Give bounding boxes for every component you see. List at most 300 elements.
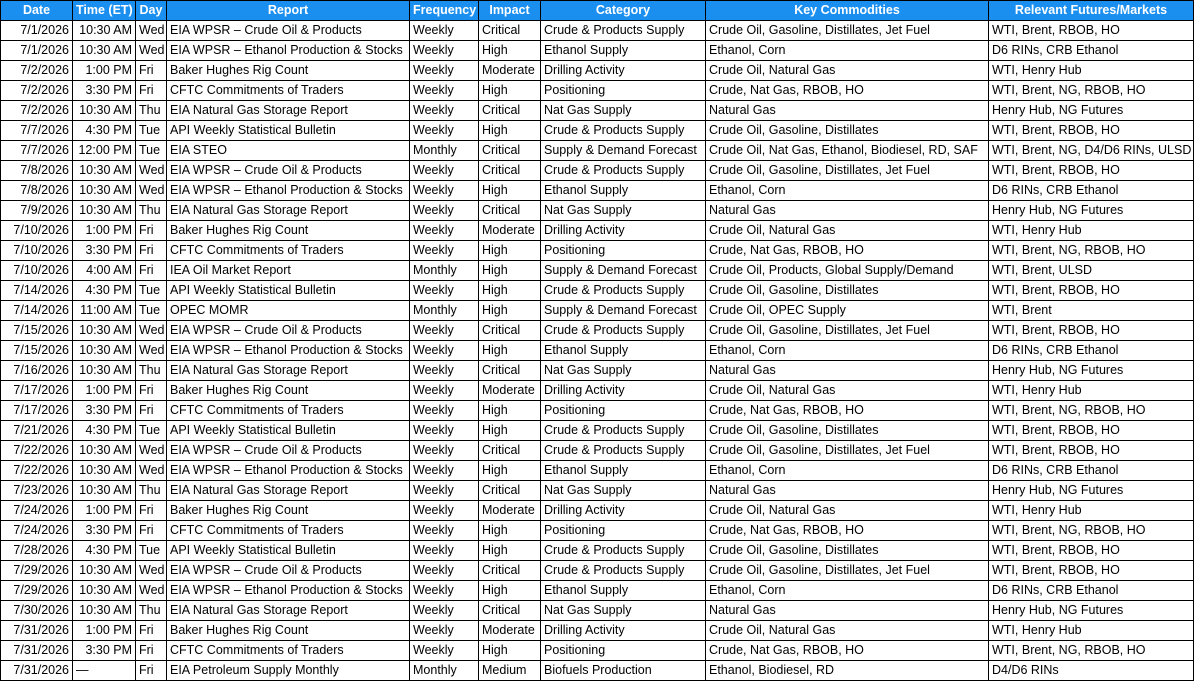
impact-cell[interactable]: High — [479, 121, 541, 141]
frequency-cell[interactable]: Weekly — [410, 441, 479, 461]
futures-cell[interactable]: WTI, Henry Hub — [989, 221, 1194, 241]
day-cell[interactable]: Wed — [136, 41, 167, 61]
commodities-cell[interactable]: Crude Oil, Gasoline, Distillates — [706, 121, 989, 141]
futures-cell[interactable]: Henry Hub, NG Futures — [989, 481, 1194, 501]
impact-cell[interactable]: Critical — [479, 101, 541, 121]
impact-cell[interactable]: Moderate — [479, 621, 541, 641]
category-cell[interactable]: Crude & Products Supply — [541, 541, 706, 561]
commodities-cell[interactable]: Crude Oil, Gasoline, Distillates, Jet Fuel — [706, 441, 989, 461]
time-cell[interactable]: 10:30 AM — [73, 561, 136, 581]
time-cell[interactable]: 10:30 AM — [73, 181, 136, 201]
commodities-cell[interactable]: Crude, Nat Gas, RBOB, HO — [706, 521, 989, 541]
time-cell[interactable]: 1:00 PM — [73, 501, 136, 521]
time-cell[interactable]: 3:30 PM — [73, 641, 136, 661]
report-cell[interactable]: EIA WPSR – Ethanol Production & Stocks — [167, 41, 410, 61]
time-cell[interactable]: 10:30 AM — [73, 21, 136, 41]
date-cell[interactable]: 7/14/2026 — [1, 301, 73, 321]
time-cell[interactable]: 10:30 AM — [73, 461, 136, 481]
commodities-cell[interactable]: Crude Oil, Gasoline, Distillates, Jet Fuel — [706, 321, 989, 341]
date-cell[interactable]: 7/15/2026 — [1, 321, 73, 341]
commodities-cell[interactable]: Natural Gas — [706, 481, 989, 501]
date-cell[interactable]: 7/24/2026 — [1, 501, 73, 521]
time-cell[interactable]: — — [73, 661, 136, 681]
day-cell[interactable]: Wed — [136, 161, 167, 181]
commodities-cell[interactable]: Crude Oil, Gasoline, Distillates, Jet Fuel — [706, 561, 989, 581]
category-cell[interactable]: Ethanol Supply — [541, 461, 706, 481]
day-cell[interactable]: Fri — [136, 261, 167, 281]
time-cell[interactable]: 1:00 PM — [73, 61, 136, 81]
category-cell[interactable]: Supply & Demand Forecast — [541, 141, 706, 161]
day-cell[interactable]: Wed — [136, 341, 167, 361]
frequency-cell[interactable]: Weekly — [410, 481, 479, 501]
report-cell[interactable]: EIA STEO — [167, 141, 410, 161]
futures-cell[interactable]: Henry Hub, NG Futures — [989, 101, 1194, 121]
date-cell[interactable]: 7/17/2026 — [1, 381, 73, 401]
commodities-cell[interactable]: Crude Oil, Natural Gas — [706, 621, 989, 641]
category-cell[interactable]: Crude & Products Supply — [541, 21, 706, 41]
frequency-cell[interactable]: Weekly — [410, 381, 479, 401]
time-cell[interactable]: 10:30 AM — [73, 101, 136, 121]
category-cell[interactable]: Supply & Demand Forecast — [541, 261, 706, 281]
impact-cell[interactable]: High — [479, 341, 541, 361]
time-cell[interactable]: 3:30 PM — [73, 81, 136, 101]
category-cell[interactable]: Ethanol Supply — [541, 41, 706, 61]
report-cell[interactable]: API Weekly Statistical Bulletin — [167, 541, 410, 561]
day-cell[interactable]: Thu — [136, 361, 167, 381]
commodities-cell[interactable]: Ethanol, Corn — [706, 581, 989, 601]
frequency-cell[interactable]: Weekly — [410, 641, 479, 661]
commodities-cell[interactable]: Natural Gas — [706, 201, 989, 221]
impact-cell[interactable]: High — [479, 581, 541, 601]
day-cell[interactable]: Tue — [136, 541, 167, 561]
date-cell[interactable]: 7/10/2026 — [1, 221, 73, 241]
report-cell[interactable]: Baker Hughes Rig Count — [167, 221, 410, 241]
time-cell[interactable]: 10:30 AM — [73, 41, 136, 61]
time-cell[interactable]: 10:30 AM — [73, 601, 136, 621]
futures-cell[interactable]: WTI, Brent, RBOB, HO — [989, 541, 1194, 561]
day-cell[interactable]: Fri — [136, 661, 167, 681]
impact-cell[interactable]: High — [479, 421, 541, 441]
category-cell[interactable]: Positioning — [541, 641, 706, 661]
frequency-cell[interactable]: Weekly — [410, 501, 479, 521]
category-cell[interactable]: Drilling Activity — [541, 221, 706, 241]
impact-cell[interactable]: Critical — [479, 601, 541, 621]
category-cell[interactable]: Positioning — [541, 401, 706, 421]
futures-cell[interactable]: WTI, Brent, RBOB, HO — [989, 441, 1194, 461]
futures-cell[interactable]: WTI, Brent, NG, RBOB, HO — [989, 401, 1194, 421]
frequency-cell[interactable]: Weekly — [410, 81, 479, 101]
commodities-cell[interactable]: Crude Oil, Natural Gas — [706, 381, 989, 401]
column-header-relevant-futures[interactable]: Relevant Futures/Markets — [989, 1, 1194, 21]
frequency-cell[interactable]: Monthly — [410, 301, 479, 321]
report-cell[interactable]: Baker Hughes Rig Count — [167, 621, 410, 641]
impact-cell[interactable]: Moderate — [479, 61, 541, 81]
day-cell[interactable]: Fri — [136, 381, 167, 401]
time-cell[interactable]: 10:30 AM — [73, 481, 136, 501]
category-cell[interactable]: Positioning — [541, 521, 706, 541]
date-cell[interactable]: 7/17/2026 — [1, 401, 73, 421]
futures-cell[interactable]: D6 RINs, CRB Ethanol — [989, 181, 1194, 201]
column-header-key-commodities[interactable]: Key Commodities — [706, 1, 989, 21]
commodities-cell[interactable]: Crude, Nat Gas, RBOB, HO — [706, 241, 989, 261]
frequency-cell[interactable]: Weekly — [410, 621, 479, 641]
category-cell[interactable]: Crude & Products Supply — [541, 441, 706, 461]
report-cell[interactable]: EIA WPSR – Ethanol Production & Stocks — [167, 181, 410, 201]
day-cell[interactable]: Fri — [136, 521, 167, 541]
date-cell[interactable]: 7/15/2026 — [1, 341, 73, 361]
futures-cell[interactable]: WTI, Brent, RBOB, HO — [989, 21, 1194, 41]
report-cell[interactable]: EIA Natural Gas Storage Report — [167, 601, 410, 621]
commodities-cell[interactable]: Natural Gas — [706, 601, 989, 621]
report-cell[interactable]: EIA WPSR – Crude Oil & Products — [167, 561, 410, 581]
report-cell[interactable]: EIA WPSR – Ethanol Production & Stocks — [167, 581, 410, 601]
futures-cell[interactable]: WTI, Brent, NG, RBOB, HO — [989, 241, 1194, 261]
date-cell[interactable]: 7/8/2026 — [1, 181, 73, 201]
column-header-day[interactable]: Day — [136, 1, 167, 21]
time-cell[interactable]: 4:30 PM — [73, 421, 136, 441]
category-cell[interactable]: Crude & Products Supply — [541, 281, 706, 301]
day-cell[interactable]: Fri — [136, 221, 167, 241]
frequency-cell[interactable]: Weekly — [410, 221, 479, 241]
frequency-cell[interactable]: Weekly — [410, 341, 479, 361]
futures-cell[interactable]: WTI, Brent, NG, D4/D6 RINs, ULSD — [989, 141, 1194, 161]
report-cell[interactable]: Baker Hughes Rig Count — [167, 61, 410, 81]
frequency-cell[interactable]: Weekly — [410, 61, 479, 81]
commodities-cell[interactable]: Crude Oil, Gasoline, Distillates, Jet Fuel — [706, 161, 989, 181]
frequency-cell[interactable]: Weekly — [410, 461, 479, 481]
time-cell[interactable]: 11:00 AM — [73, 301, 136, 321]
impact-cell[interactable]: High — [479, 401, 541, 421]
report-cell[interactable]: EIA Natural Gas Storage Report — [167, 361, 410, 381]
date-cell[interactable]: 7/8/2026 — [1, 161, 73, 181]
frequency-cell[interactable]: Weekly — [410, 201, 479, 221]
impact-cell[interactable]: Moderate — [479, 381, 541, 401]
report-cell[interactable]: API Weekly Statistical Bulletin — [167, 281, 410, 301]
futures-cell[interactable]: WTI, Brent, NG, RBOB, HO — [989, 81, 1194, 101]
impact-cell[interactable]: High — [479, 261, 541, 281]
commodities-cell[interactable]: Crude Oil, Products, Global Supply/Demand — [706, 261, 989, 281]
report-cell[interactable]: IEA Oil Market Report — [167, 261, 410, 281]
date-cell[interactable]: 7/29/2026 — [1, 581, 73, 601]
column-header-report[interactable]: Report — [167, 1, 410, 21]
category-cell[interactable]: Positioning — [541, 241, 706, 261]
date-cell[interactable]: 7/2/2026 — [1, 101, 73, 121]
commodities-cell[interactable]: Crude Oil, Gasoline, Distillates — [706, 541, 989, 561]
impact-cell[interactable]: Critical — [479, 361, 541, 381]
report-cell[interactable]: API Weekly Statistical Bulletin — [167, 121, 410, 141]
frequency-cell[interactable]: Weekly — [410, 21, 479, 41]
impact-cell[interactable]: High — [479, 241, 541, 261]
category-cell[interactable]: Ethanol Supply — [541, 181, 706, 201]
report-cell[interactable]: EIA Petroleum Supply Monthly — [167, 661, 410, 681]
impact-cell[interactable]: Critical — [479, 161, 541, 181]
day-cell[interactable]: Fri — [136, 401, 167, 421]
category-cell[interactable]: Crude & Products Supply — [541, 121, 706, 141]
futures-cell[interactable]: D6 RINs, CRB Ethanol — [989, 341, 1194, 361]
report-cell[interactable]: CFTC Commitments of Traders — [167, 641, 410, 661]
category-cell[interactable]: Supply & Demand Forecast — [541, 301, 706, 321]
time-cell[interactable]: 1:00 PM — [73, 221, 136, 241]
report-cell[interactable]: OPEC MOMR — [167, 301, 410, 321]
day-cell[interactable]: Thu — [136, 481, 167, 501]
day-cell[interactable]: Thu — [136, 201, 167, 221]
category-cell[interactable]: Nat Gas Supply — [541, 601, 706, 621]
commodities-cell[interactable]: Crude Oil, Gasoline, Distillates, Jet Fuel — [706, 21, 989, 41]
report-cell[interactable]: CFTC Commitments of Traders — [167, 401, 410, 421]
frequency-cell[interactable]: Weekly — [410, 581, 479, 601]
time-cell[interactable]: 10:30 AM — [73, 441, 136, 461]
category-cell[interactable]: Crude & Products Supply — [541, 421, 706, 441]
time-cell[interactable]: 3:30 PM — [73, 401, 136, 421]
category-cell[interactable]: Positioning — [541, 81, 706, 101]
day-cell[interactable]: Fri — [136, 641, 167, 661]
date-cell[interactable]: 7/1/2026 — [1, 21, 73, 41]
frequency-cell[interactable]: Weekly — [410, 361, 479, 381]
date-cell[interactable]: 7/14/2026 — [1, 281, 73, 301]
date-cell[interactable]: 7/2/2026 — [1, 81, 73, 101]
date-cell[interactable]: 7/31/2026 — [1, 661, 73, 681]
impact-cell[interactable]: High — [479, 521, 541, 541]
time-cell[interactable]: 10:30 AM — [73, 161, 136, 181]
day-cell[interactable]: Tue — [136, 141, 167, 161]
frequency-cell[interactable]: Weekly — [410, 601, 479, 621]
commodities-cell[interactable]: Crude Oil, Natural Gas — [706, 61, 989, 81]
time-cell[interactable]: 1:00 PM — [73, 621, 136, 641]
date-cell[interactable]: 7/10/2026 — [1, 241, 73, 261]
report-cell[interactable]: EIA WPSR – Crude Oil & Products — [167, 21, 410, 41]
commodities-cell[interactable]: Crude, Nat Gas, RBOB, HO — [706, 641, 989, 661]
commodities-cell[interactable]: Ethanol, Corn — [706, 461, 989, 481]
futures-cell[interactable]: WTI, Brent, RBOB, HO — [989, 281, 1194, 301]
time-cell[interactable]: 4:30 PM — [73, 121, 136, 141]
commodities-cell[interactable]: Crude Oil, Gasoline, Distillates — [706, 281, 989, 301]
date-cell[interactable]: 7/31/2026 — [1, 621, 73, 641]
futures-cell[interactable]: WTI, Brent, RBOB, HO — [989, 321, 1194, 341]
impact-cell[interactable]: Medium — [479, 661, 541, 681]
category-cell[interactable]: Drilling Activity — [541, 61, 706, 81]
commodities-cell[interactable]: Crude Oil, OPEC Supply — [706, 301, 989, 321]
column-header-impact[interactable]: Impact — [479, 1, 541, 21]
futures-cell[interactable]: D6 RINs, CRB Ethanol — [989, 581, 1194, 601]
day-cell[interactable]: Tue — [136, 301, 167, 321]
time-cell[interactable]: 4:30 PM — [73, 541, 136, 561]
day-cell[interactable]: Wed — [136, 21, 167, 41]
commodities-cell[interactable]: Crude, Nat Gas, RBOB, HO — [706, 81, 989, 101]
day-cell[interactable]: Fri — [136, 241, 167, 261]
commodities-cell[interactable]: Crude Oil, Nat Gas, Ethanol, Biodiesel, RD, SAF — [706, 141, 989, 161]
column-header-time[interactable]: Time (ET) — [73, 1, 136, 21]
report-cell[interactable]: EIA WPSR – Ethanol Production & Stocks — [167, 461, 410, 481]
frequency-cell[interactable]: Weekly — [410, 541, 479, 561]
time-cell[interactable]: 10:30 AM — [73, 361, 136, 381]
day-cell[interactable]: Wed — [136, 181, 167, 201]
time-cell[interactable]: 1:00 PM — [73, 381, 136, 401]
commodities-cell[interactable]: Crude Oil, Natural Gas — [706, 221, 989, 241]
futures-cell[interactable]: WTI, Henry Hub — [989, 621, 1194, 641]
futures-cell[interactable]: WTI, Brent, RBOB, HO — [989, 161, 1194, 181]
impact-cell[interactable]: High — [479, 461, 541, 481]
category-cell[interactable]: Nat Gas Supply — [541, 101, 706, 121]
date-cell[interactable]: 7/16/2026 — [1, 361, 73, 381]
time-cell[interactable]: 10:30 AM — [73, 321, 136, 341]
commodities-cell[interactable]: Ethanol, Biodiesel, RD — [706, 661, 989, 681]
frequency-cell[interactable]: Weekly — [410, 401, 479, 421]
report-cell[interactable]: CFTC Commitments of Traders — [167, 521, 410, 541]
day-cell[interactable]: Tue — [136, 121, 167, 141]
category-cell[interactable]: Crude & Products Supply — [541, 321, 706, 341]
futures-cell[interactable]: WTI, Henry Hub — [989, 501, 1194, 521]
frequency-cell[interactable]: Weekly — [410, 321, 479, 341]
date-cell[interactable]: 7/21/2026 — [1, 421, 73, 441]
date-cell[interactable]: 7/22/2026 — [1, 441, 73, 461]
impact-cell[interactable]: High — [479, 41, 541, 61]
commodities-cell[interactable]: Natural Gas — [706, 101, 989, 121]
day-cell[interactable]: Fri — [136, 81, 167, 101]
report-cell[interactable]: EIA WPSR – Ethanol Production & Stocks — [167, 341, 410, 361]
date-cell[interactable]: 7/9/2026 — [1, 201, 73, 221]
category-cell[interactable]: Ethanol Supply — [541, 341, 706, 361]
day-cell[interactable]: Thu — [136, 601, 167, 621]
frequency-cell[interactable]: Weekly — [410, 41, 479, 61]
category-cell[interactable]: Crude & Products Supply — [541, 561, 706, 581]
futures-cell[interactable]: D6 RINs, CRB Ethanol — [989, 461, 1194, 481]
futures-cell[interactable]: WTI, Brent, RBOB, HO — [989, 421, 1194, 441]
day-cell[interactable]: Wed — [136, 581, 167, 601]
impact-cell[interactable]: High — [479, 541, 541, 561]
impact-cell[interactable]: Critical — [479, 141, 541, 161]
commodities-cell[interactable]: Ethanol, Corn — [706, 181, 989, 201]
impact-cell[interactable]: High — [479, 81, 541, 101]
impact-cell[interactable]: Critical — [479, 481, 541, 501]
impact-cell[interactable]: High — [479, 281, 541, 301]
category-cell[interactable]: Drilling Activity — [541, 501, 706, 521]
time-cell[interactable]: 3:30 PM — [73, 241, 136, 261]
frequency-cell[interactable]: Monthly — [410, 261, 479, 281]
date-cell[interactable]: 7/31/2026 — [1, 641, 73, 661]
report-cell[interactable]: EIA WPSR – Crude Oil & Products — [167, 161, 410, 181]
date-cell[interactable]: 7/23/2026 — [1, 481, 73, 501]
futures-cell[interactable]: WTI, Brent, RBOB, HO — [989, 121, 1194, 141]
impact-cell[interactable]: High — [479, 181, 541, 201]
frequency-cell[interactable]: Weekly — [410, 241, 479, 261]
time-cell[interactable]: 10:30 AM — [73, 341, 136, 361]
futures-cell[interactable]: Henry Hub, NG Futures — [989, 361, 1194, 381]
report-cell[interactable]: EIA Natural Gas Storage Report — [167, 101, 410, 121]
futures-cell[interactable]: WTI, Brent, ULSD — [989, 261, 1194, 281]
impact-cell[interactable]: Critical — [479, 561, 541, 581]
impact-cell[interactable]: High — [479, 301, 541, 321]
impact-cell[interactable]: Critical — [479, 321, 541, 341]
frequency-cell[interactable]: Weekly — [410, 101, 479, 121]
category-cell[interactable]: Nat Gas Supply — [541, 201, 706, 221]
time-cell[interactable]: 4:00 AM — [73, 261, 136, 281]
report-cell[interactable]: CFTC Commitments of Traders — [167, 81, 410, 101]
frequency-cell[interactable]: Monthly — [410, 141, 479, 161]
frequency-cell[interactable]: Weekly — [410, 421, 479, 441]
category-cell[interactable]: Nat Gas Supply — [541, 481, 706, 501]
date-cell[interactable]: 7/22/2026 — [1, 461, 73, 481]
time-cell[interactable]: 10:30 AM — [73, 581, 136, 601]
report-cell[interactable]: EIA Natural Gas Storage Report — [167, 201, 410, 221]
time-cell[interactable]: 10:30 AM — [73, 201, 136, 221]
frequency-cell[interactable]: Weekly — [410, 561, 479, 581]
date-cell[interactable]: 7/7/2026 — [1, 141, 73, 161]
impact-cell[interactable]: Moderate — [479, 221, 541, 241]
day-cell[interactable]: Fri — [136, 61, 167, 81]
commodities-cell[interactable]: Crude Oil, Natural Gas — [706, 501, 989, 521]
day-cell[interactable]: Wed — [136, 461, 167, 481]
futures-cell[interactable]: D6 RINs, CRB Ethanol — [989, 41, 1194, 61]
commodities-cell[interactable]: Natural Gas — [706, 361, 989, 381]
futures-cell[interactable]: Henry Hub, NG Futures — [989, 601, 1194, 621]
time-cell[interactable]: 12:00 PM — [73, 141, 136, 161]
column-header-category[interactable]: Category — [541, 1, 706, 21]
day-cell[interactable]: Fri — [136, 501, 167, 521]
time-cell[interactable]: 3:30 PM — [73, 521, 136, 541]
day-cell[interactable]: Wed — [136, 321, 167, 341]
date-cell[interactable]: 7/1/2026 — [1, 41, 73, 61]
report-cell[interactable]: EIA WPSR – Crude Oil & Products — [167, 441, 410, 461]
frequency-cell[interactable]: Weekly — [410, 521, 479, 541]
day-cell[interactable]: Wed — [136, 561, 167, 581]
day-cell[interactable]: Wed — [136, 441, 167, 461]
report-cell[interactable]: CFTC Commitments of Traders — [167, 241, 410, 261]
date-cell[interactable]: 7/30/2026 — [1, 601, 73, 621]
futures-cell[interactable]: Henry Hub, NG Futures — [989, 201, 1194, 221]
futures-cell[interactable]: WTI, Henry Hub — [989, 61, 1194, 81]
category-cell[interactable]: Drilling Activity — [541, 621, 706, 641]
futures-cell[interactable]: WTI, Henry Hub — [989, 381, 1194, 401]
frequency-cell[interactable]: Monthly — [410, 661, 479, 681]
day-cell[interactable]: Fri — [136, 621, 167, 641]
futures-cell[interactable]: WTI, Brent — [989, 301, 1194, 321]
day-cell[interactable]: Thu — [136, 101, 167, 121]
category-cell[interactable]: Biofuels Production — [541, 661, 706, 681]
impact-cell[interactable]: Moderate — [479, 501, 541, 521]
date-cell[interactable]: 7/28/2026 — [1, 541, 73, 561]
date-cell[interactable]: 7/24/2026 — [1, 521, 73, 541]
frequency-cell[interactable]: Weekly — [410, 281, 479, 301]
frequency-cell[interactable]: Weekly — [410, 121, 479, 141]
commodities-cell[interactable]: Ethanol, Corn — [706, 341, 989, 361]
time-cell[interactable]: 4:30 PM — [73, 281, 136, 301]
futures-cell[interactable]: WTI, Brent, NG, RBOB, HO — [989, 641, 1194, 661]
impact-cell[interactable]: Critical — [479, 21, 541, 41]
date-cell[interactable]: 7/7/2026 — [1, 121, 73, 141]
report-cell[interactable]: API Weekly Statistical Bulletin — [167, 421, 410, 441]
category-cell[interactable]: Crude & Products Supply — [541, 161, 706, 181]
category-cell[interactable]: Drilling Activity — [541, 381, 706, 401]
impact-cell[interactable]: Critical — [479, 201, 541, 221]
date-cell[interactable]: 7/2/2026 — [1, 61, 73, 81]
impact-cell[interactable]: Critical — [479, 441, 541, 461]
frequency-cell[interactable]: Weekly — [410, 161, 479, 181]
day-cell[interactable]: Tue — [136, 281, 167, 301]
futures-cell[interactable]: WTI, Brent, RBOB, HO — [989, 561, 1194, 581]
commodities-cell[interactable]: Ethanol, Corn — [706, 41, 989, 61]
category-cell[interactable]: Nat Gas Supply — [541, 361, 706, 381]
day-cell[interactable]: Tue — [136, 421, 167, 441]
date-cell[interactable]: 7/10/2026 — [1, 261, 73, 281]
report-cell[interactable]: Baker Hughes Rig Count — [167, 381, 410, 401]
futures-cell[interactable]: D4/D6 RINs — [989, 661, 1194, 681]
commodities-cell[interactable]: Crude, Nat Gas, RBOB, HO — [706, 401, 989, 421]
category-cell[interactable]: Ethanol Supply — [541, 581, 706, 601]
date-cell[interactable]: 7/29/2026 — [1, 561, 73, 581]
column-header-frequency[interactable]: Frequency — [410, 1, 479, 21]
report-cell[interactable]: EIA Natural Gas Storage Report — [167, 481, 410, 501]
report-cell[interactable]: EIA WPSR – Crude Oil & Products — [167, 321, 410, 341]
